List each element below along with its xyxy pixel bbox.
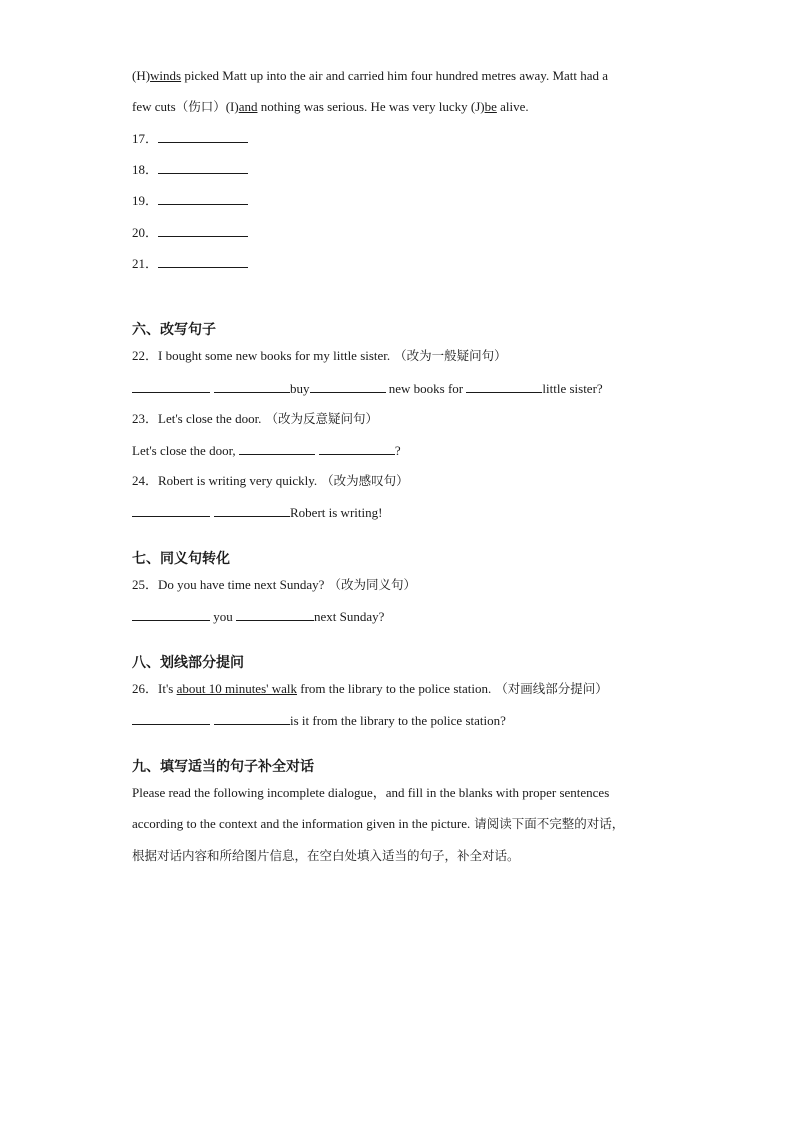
label-h: (H) bbox=[132, 68, 151, 83]
section-7-title: 七、同义句转化 bbox=[132, 551, 230, 567]
answer-blank[interactable] bbox=[158, 160, 248, 174]
answer-blank[interactable] bbox=[132, 711, 210, 725]
question-text: 23．Let's close the door. bbox=[132, 411, 262, 426]
answer-blank[interactable] bbox=[132, 503, 210, 517]
section-9-title: 九、填写适当的句子补全对话 bbox=[132, 759, 314, 775]
answer-blank[interactable] bbox=[239, 441, 315, 455]
answer-25 bbox=[132, 607, 384, 626]
answer-text: little sister? bbox=[542, 381, 603, 396]
answer-blank[interactable] bbox=[466, 379, 542, 393]
answer-line-18 bbox=[132, 160, 248, 179]
answer-blank[interactable] bbox=[158, 254, 248, 268]
question-hint: （改为同义句） bbox=[328, 577, 416, 592]
passage-text: few cuts bbox=[132, 99, 176, 114]
passage-line-1 bbox=[132, 67, 608, 85]
answer-text: ? bbox=[394, 443, 401, 458]
answer-text: is it from the library to the police station? bbox=[290, 713, 506, 728]
passage-text: nothing was serious. He was very lucky (J) bbox=[257, 99, 485, 114]
question-number: 19． bbox=[132, 193, 159, 208]
question-text: from the library to the police station. bbox=[297, 681, 492, 696]
answer-blank[interactable] bbox=[214, 379, 290, 393]
underlined-and: and bbox=[238, 99, 258, 114]
answer-blank[interactable] bbox=[236, 607, 314, 621]
question-25 bbox=[132, 576, 416, 594]
answer-blank[interactable] bbox=[132, 607, 210, 621]
passage-text: alive. bbox=[496, 99, 529, 114]
answer-line-19 bbox=[132, 191, 248, 210]
label-i: (I) bbox=[225, 99, 239, 114]
answer-blank[interactable] bbox=[214, 503, 290, 517]
answer-line-21 bbox=[132, 254, 248, 273]
section-6-title: 六、改写句子 bbox=[132, 322, 216, 338]
answer-24 bbox=[132, 503, 382, 522]
question-22 bbox=[132, 347, 507, 365]
question-hint: （改为感叹句） bbox=[321, 473, 409, 488]
answer-text: you bbox=[210, 609, 236, 624]
instruction-line-1: Please read the following incomplete dialogue，and fill in the blanks with proper sentences bbox=[132, 785, 610, 800]
question-23 bbox=[132, 410, 378, 428]
answer-23 bbox=[132, 441, 401, 460]
instruction-chinese: 请阅读下面不完整的对话， bbox=[474, 816, 625, 831]
answer-line-20 bbox=[132, 223, 248, 242]
question-26 bbox=[132, 680, 608, 698]
section-8-title: 八、划线部分提问 bbox=[132, 655, 244, 671]
answer-text: Robert is writing! bbox=[290, 505, 383, 520]
answer-line-17 bbox=[132, 129, 248, 148]
passage-text: picked Matt up into the air and carried him four hundred metres away. Matt had a bbox=[181, 68, 609, 83]
question-text: 22．I bought some new books for my little sister. bbox=[132, 348, 391, 363]
answer-text: Let's close the door, bbox=[132, 443, 239, 458]
question-text: 26．It's bbox=[132, 681, 177, 696]
chinese-gloss: （伤口） bbox=[175, 99, 226, 114]
answer-text: new books for bbox=[385, 381, 467, 396]
answer-text: next Sunday? bbox=[314, 609, 385, 624]
answer-22 bbox=[132, 379, 603, 398]
answer-blank[interactable] bbox=[158, 129, 248, 143]
instruction-text: according to the context and the information given in the picture. bbox=[132, 816, 471, 831]
underlined-be: be bbox=[484, 99, 497, 114]
question-number: 18． bbox=[132, 162, 159, 177]
underlined-phrase: about 10 minutes' walk bbox=[176, 681, 298, 696]
answer-blank[interactable] bbox=[214, 711, 290, 725]
question-number: 20． bbox=[132, 225, 159, 240]
answer-blank[interactable] bbox=[132, 379, 210, 393]
question-hint: （改为一般疑问句） bbox=[394, 348, 507, 363]
instruction-line-3: 根据对话内容和所给图片信息，在空白处填入适当的句子，补全对话。 bbox=[132, 848, 520, 863]
question-hint: （对画线部分提问） bbox=[495, 681, 608, 696]
answer-blank[interactable] bbox=[158, 191, 248, 205]
answer-blank[interactable] bbox=[158, 223, 248, 237]
question-number: 21． bbox=[132, 256, 159, 271]
question-hint: （改为反意疑问句） bbox=[265, 411, 378, 426]
question-24 bbox=[132, 472, 409, 490]
question-text: 24．Robert is writing very quickly. bbox=[132, 473, 318, 488]
passage-line-2 bbox=[132, 98, 529, 116]
answer-blank[interactable] bbox=[310, 379, 386, 393]
answer-blank[interactable] bbox=[319, 441, 395, 455]
instruction-line-2 bbox=[132, 815, 624, 833]
underlined-winds: winds bbox=[150, 68, 182, 83]
question-number: 17． bbox=[132, 131, 159, 146]
answer-text: buy bbox=[290, 381, 310, 396]
answer-26 bbox=[132, 711, 506, 730]
question-text: 25．Do you have time next Sunday? bbox=[132, 577, 325, 592]
